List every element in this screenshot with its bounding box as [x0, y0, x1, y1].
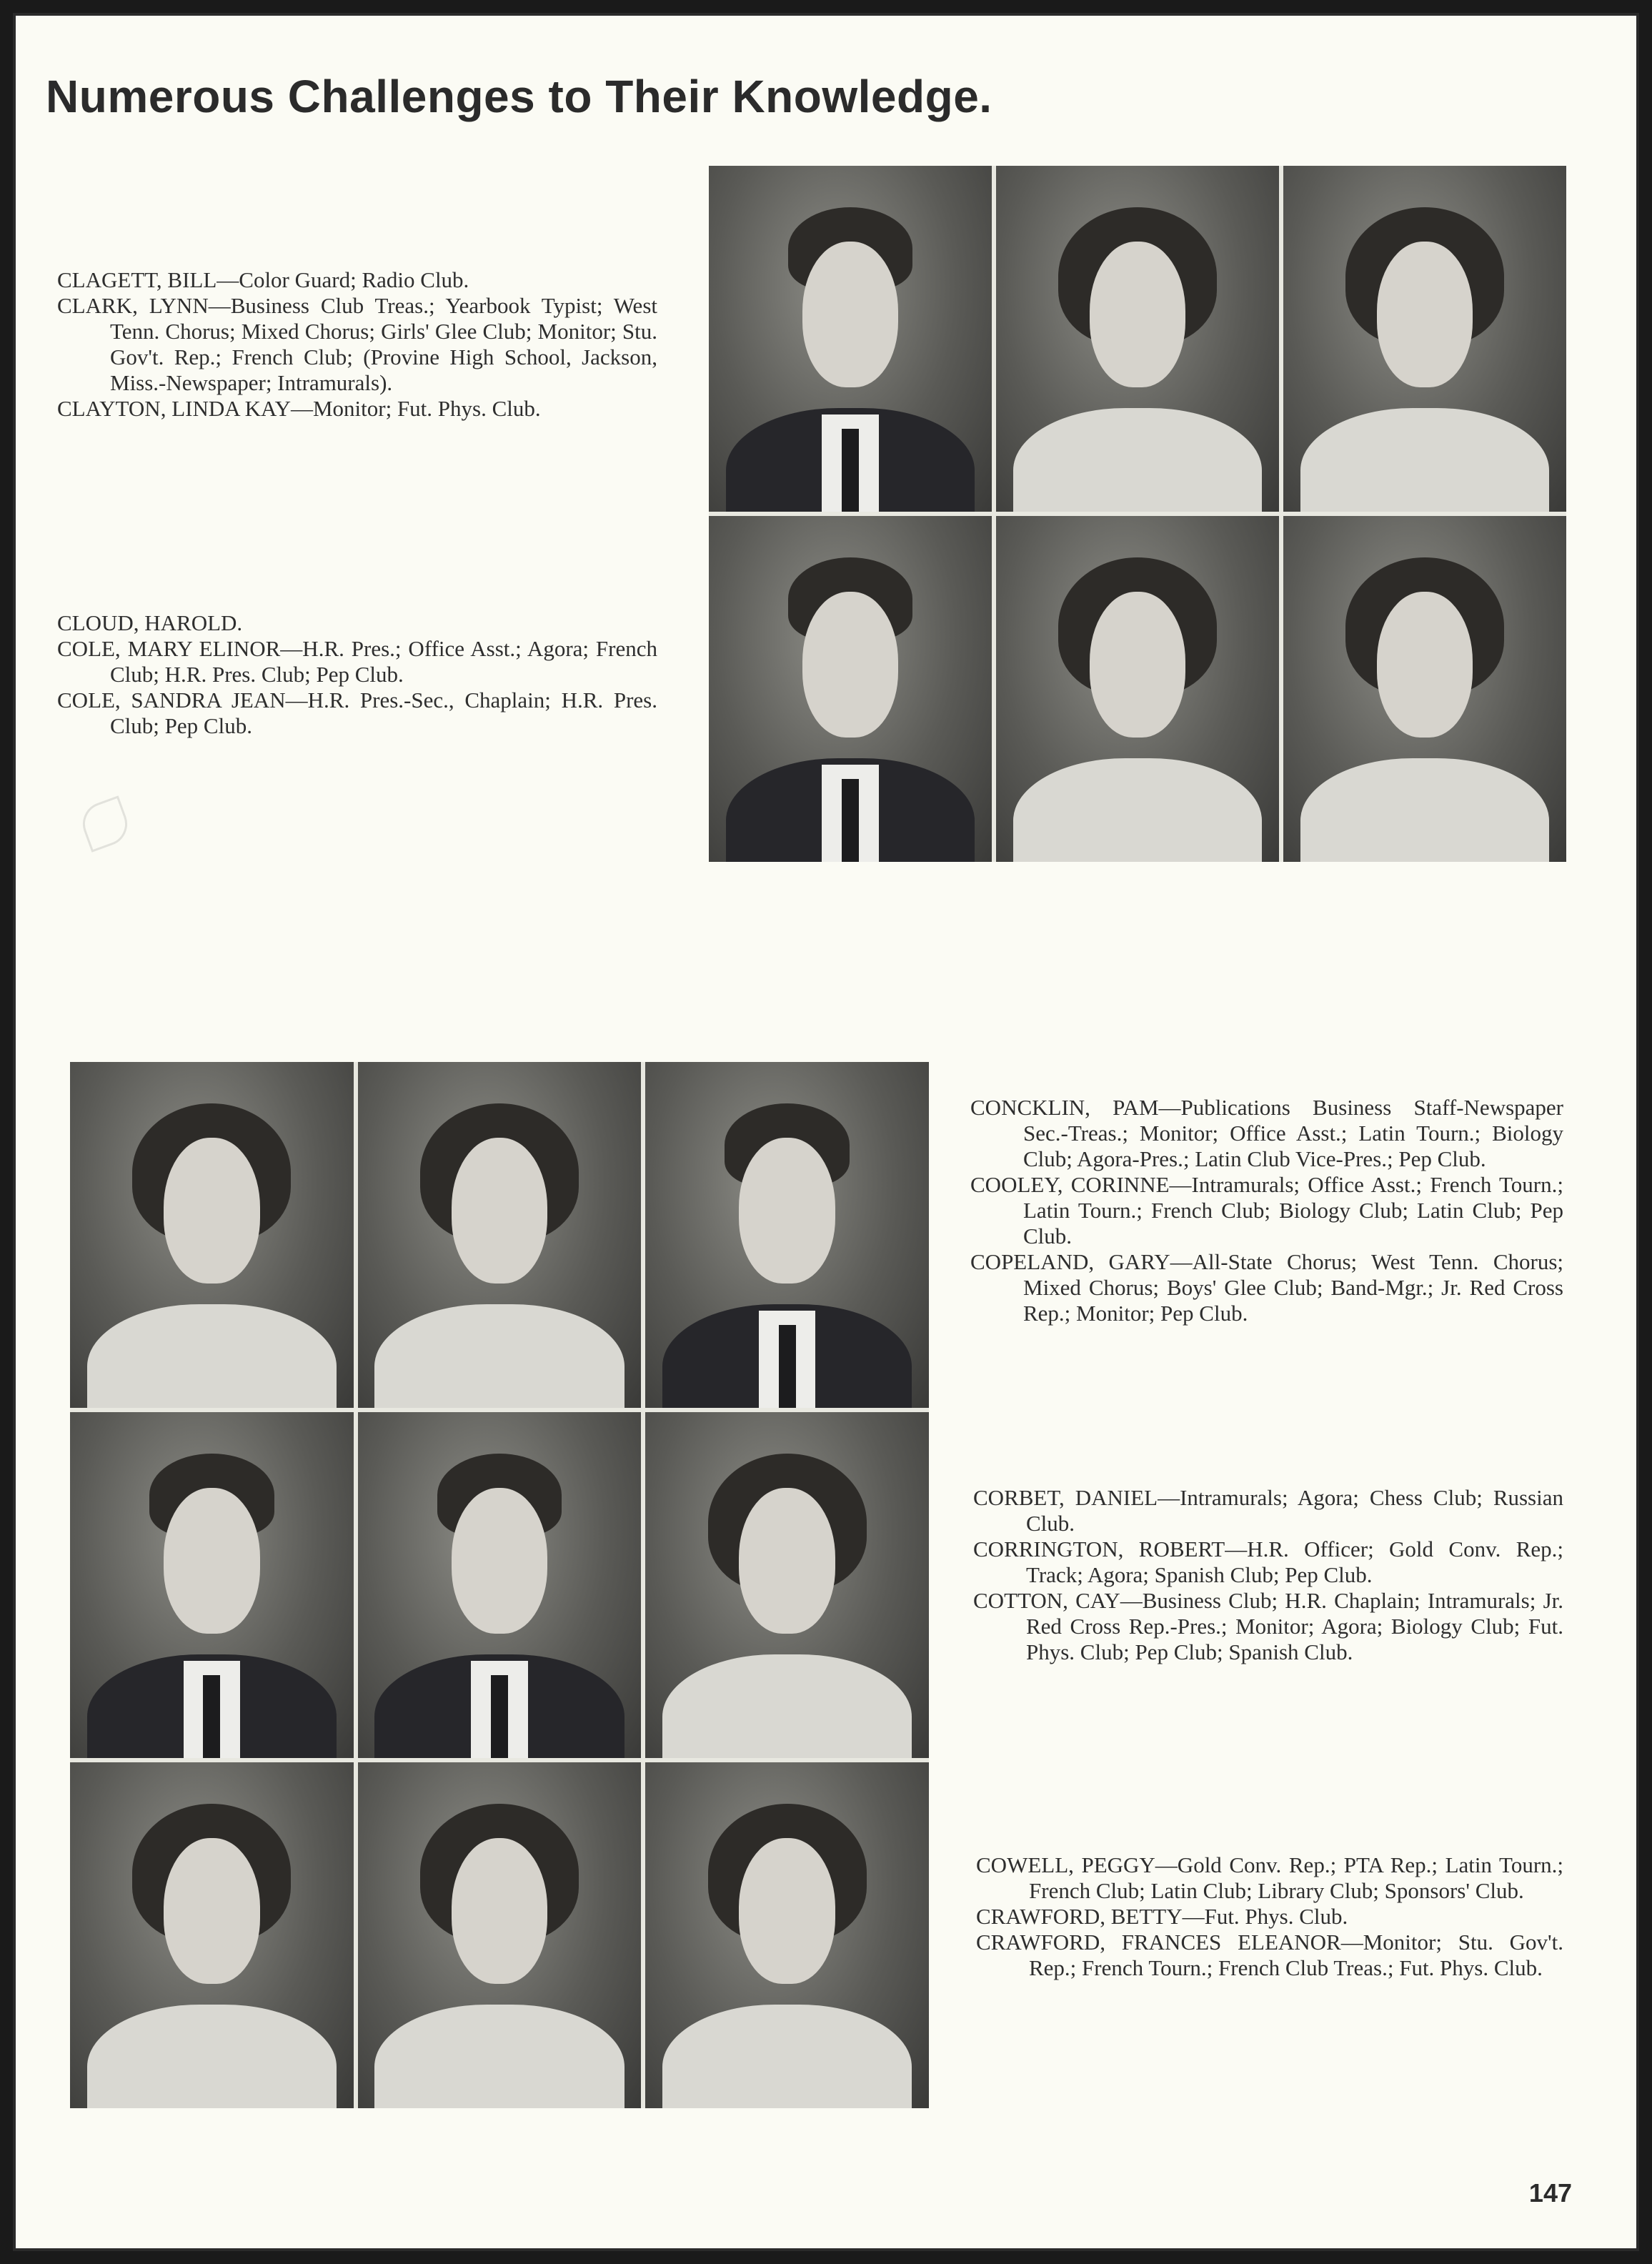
- student-portrait: [70, 1412, 354, 1758]
- caption-block-1: [57, 267, 657, 422]
- portrait-tie: [779, 1325, 796, 1408]
- photo-grid-top: [709, 166, 1566, 862]
- portrait-face: [802, 242, 899, 387]
- student-portrait: [70, 1762, 354, 2108]
- portrait-face: [739, 1138, 835, 1283]
- caption-entry: CLAGETT, BILL—Color Guard; Radio Club.: [57, 267, 469, 292]
- portrait-tie: [491, 1675, 508, 1758]
- portrait-face: [452, 1838, 548, 1983]
- portrait-face: [1377, 592, 1473, 737]
- caption-entry: COPELAND, GARY—All-State Chorus; West Tenn. Chorus; Mixed Chorus; Boys' Glee Club; Band-Mgr.; Jr. Red Cross Rep.; Monitor; Pep Club.: [970, 1249, 1563, 1326]
- portrait-body: [87, 1304, 337, 1408]
- student-portrait: [996, 516, 1279, 862]
- caption-entry: COTTON, CAY—Business Club; H.R. Chaplain; Intramurals; Jr. Red Cross Rep.-Pres.; Monitor; Agora; Biology Club; Fut. Phys. Club; Pep Club; Spanish Club.: [973, 1588, 1563, 1664]
- student-portrait: [358, 1062, 642, 1408]
- portrait-body: [662, 1654, 912, 1758]
- caption-block-4: [973, 1485, 1563, 1665]
- caption-entry: CRAWFORD, BETTY—Fut. Phys. Club.: [976, 1904, 1348, 1929]
- portrait-tie: [842, 779, 859, 862]
- portrait-tie: [842, 429, 859, 512]
- portrait-body: [374, 1304, 624, 1408]
- student-portrait: [709, 166, 992, 512]
- portrait-body: [374, 2005, 624, 2108]
- caption-entry: CLAYTON, LINDA KAY—Monitor; Fut. Phys. Club.: [57, 396, 541, 421]
- student-portrait: [709, 516, 992, 862]
- photo-grid-bottom: [70, 1062, 929, 2108]
- portrait-face: [1090, 242, 1186, 387]
- portrait-face: [1090, 592, 1186, 737]
- portrait-body: [1013, 408, 1262, 512]
- student-portrait: [1283, 166, 1566, 512]
- portrait-body: [662, 2005, 912, 2108]
- student-portrait: [70, 1062, 354, 1408]
- student-portrait: [645, 1762, 929, 2108]
- student-portrait: [645, 1062, 929, 1408]
- student-portrait: [358, 1412, 642, 1758]
- portrait-face: [1377, 242, 1473, 387]
- caption-entry: COWELL, PEGGY—Gold Conv. Rep.; PTA Rep.; Latin Tourn.; French Club; Latin Club; Library Club; Sponsors' Club.: [976, 1852, 1563, 1903]
- yearbook-page: [13, 13, 1639, 2251]
- caption-block-3: [970, 1095, 1563, 1326]
- portrait-body: [87, 2005, 337, 2108]
- portrait-tie: [203, 1675, 220, 1758]
- caption-block-5: [976, 1852, 1563, 1981]
- portrait-body: [1300, 408, 1549, 512]
- student-portrait: [1283, 516, 1566, 862]
- portrait-body: [1013, 758, 1262, 862]
- portrait-body: [1300, 758, 1549, 862]
- student-portrait: [996, 166, 1279, 512]
- page-title: Numerous Challenges to Their Knowledge.: [46, 71, 992, 122]
- portrait-face: [164, 1838, 260, 1983]
- caption-entry: CONCKLIN, PAM—Publications Business Staff-Newspaper Sec.-Treas.; Monitor; Office Asst.; Latin Tourn.; Biology Club; Agora-Pres.; Latin Club Vice-Pres.; Pep Club.: [970, 1095, 1563, 1171]
- caption-entry: CORBET, DANIEL—Intramurals; Agora; Chess Club; Russian Club.: [973, 1485, 1563, 1536]
- portrait-face: [739, 1488, 835, 1633]
- caption-entry: CRAWFORD, FRANCES ELEANOR—Monitor; Stu. Gov't. Rep.; French Tourn.; French Club Treas.; Fut. Phys. Club.: [976, 1930, 1563, 1980]
- student-portrait: [358, 1762, 642, 2108]
- portrait-face: [164, 1488, 260, 1633]
- portrait-face: [452, 1488, 548, 1633]
- portrait-face: [739, 1838, 835, 1983]
- portrait-face: [164, 1138, 260, 1283]
- student-portrait: [645, 1412, 929, 1758]
- caption-entry: COLE, MARY ELINOR—H.R. Pres.; Office Asst.; Agora; French Club; H.R. Pres. Club; Pep Club.: [57, 636, 657, 687]
- portrait-face: [802, 592, 899, 737]
- caption-entry: CLOUD, HAROLD.: [57, 610, 243, 635]
- leaf-icon: [76, 795, 133, 852]
- caption-entry: CLARK, LYNN—Business Club Treas.; Yearbook Typist; West Tenn. Chorus; Mixed Chorus; Girls' Glee Club; Monitor; Stu. Gov't. Rep.; French Club; (Provine High School, Jackson, Miss.-Newspaper; Intramurals).: [57, 293, 657, 395]
- caption-entry: COLE, SANDRA JEAN—H.R. Pres.-Sec., Chaplain; H.R. Pres. Club; Pep Club.: [57, 687, 657, 738]
- caption-block-2: [57, 610, 657, 739]
- caption-entry: COOLEY, CORINNE—Intramurals; Office Asst.; French Tourn.; Latin Tourn.; French Club; Biology Club; Latin Club; Pep Club.: [970, 1172, 1563, 1248]
- caption-entry: CORRINGTON, ROBERT—H.R. Officer; Gold Conv. Rep.; Track; Agora; Spanish Club; Pep Club.: [973, 1536, 1563, 1587]
- page-number: 147: [1528, 2178, 1572, 2208]
- portrait-face: [452, 1138, 548, 1283]
